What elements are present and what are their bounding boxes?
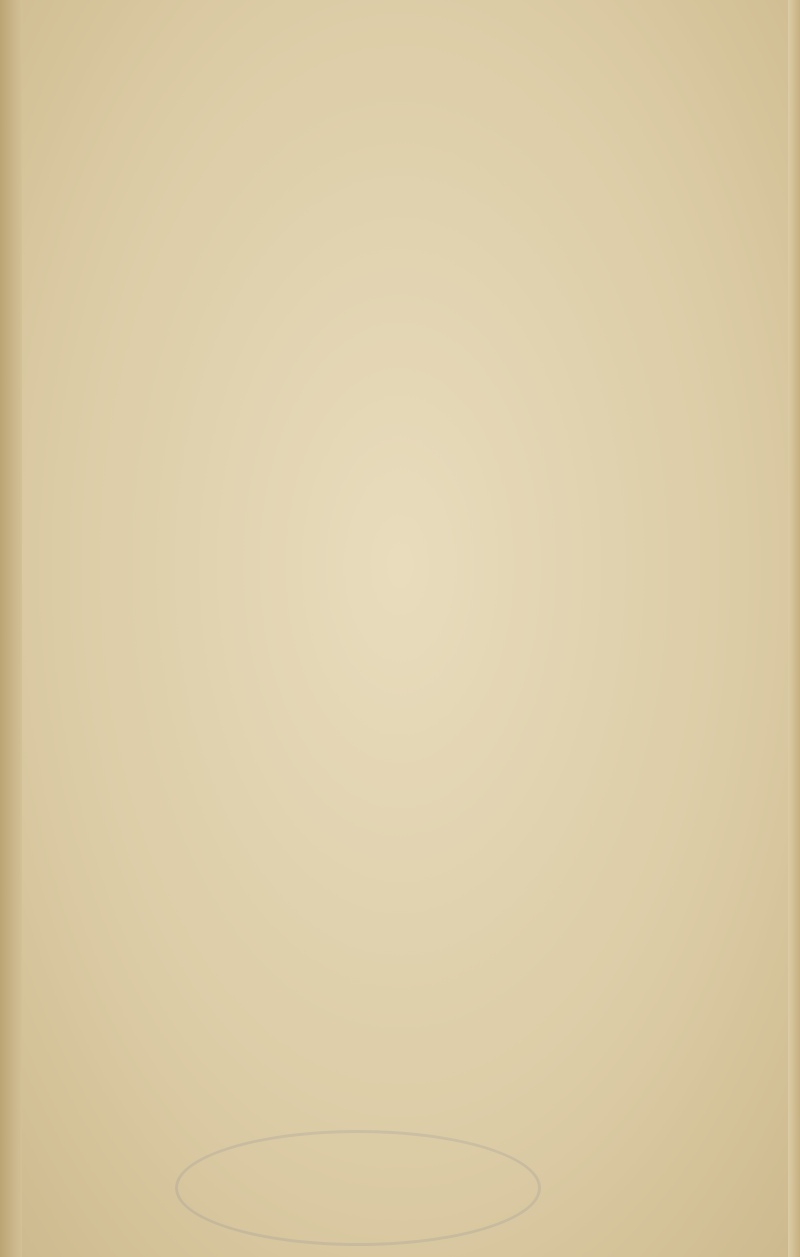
table-of-contents [66,78,702,152]
section-title [66,98,702,140]
page-edge-right [788,0,800,1257]
library-stamp-icon [175,1130,541,1246]
page-gutter-left [0,0,22,1257]
